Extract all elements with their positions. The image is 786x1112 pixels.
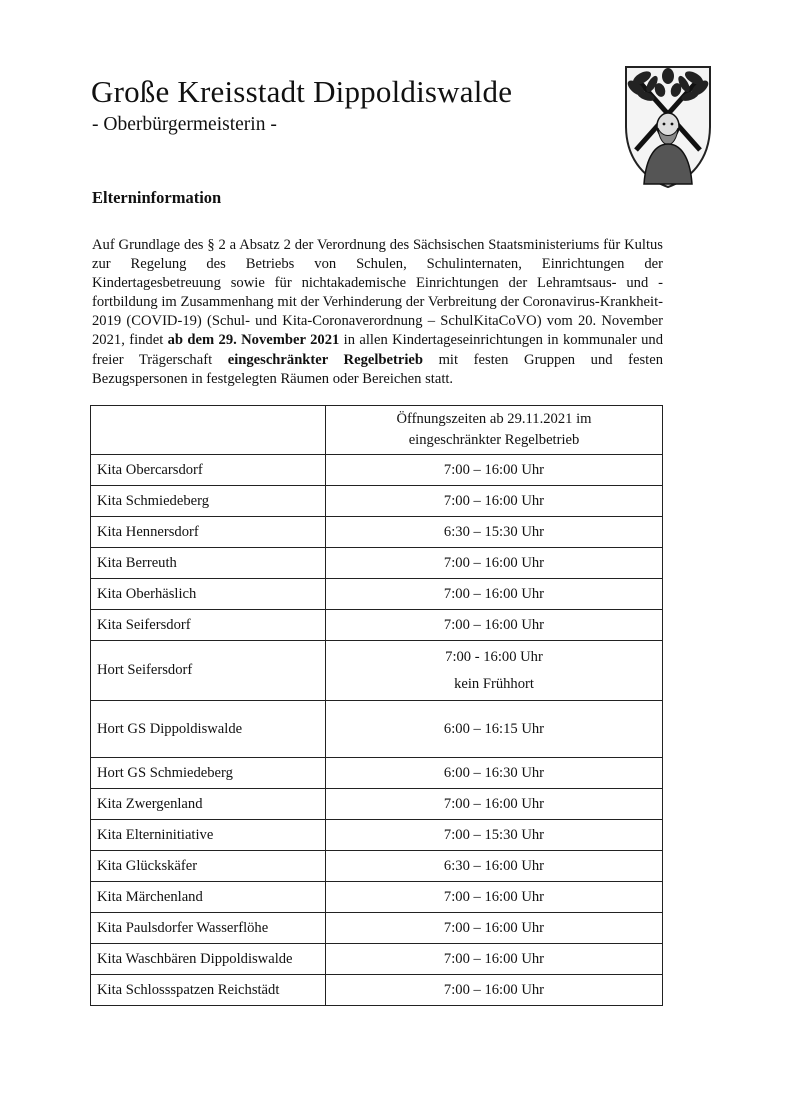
table-row xyxy=(91,789,663,820)
table-row xyxy=(91,820,663,851)
coat-of-arms-icon xyxy=(622,64,714,190)
intro-text-part2: in allen Kindertageseinrichtungen in kommunaler und freier Trägerschaft xyxy=(92,332,663,368)
facility-name: Kita Glückskäfer xyxy=(91,851,326,882)
facility-name: Kita Schlossspatzen Reichstädt xyxy=(91,975,326,1006)
table-row xyxy=(91,486,663,517)
table-row xyxy=(91,610,663,641)
page-title: Große Kreisstadt Dippoldiswalde xyxy=(91,74,513,109)
facility-name: Kita Paulsdorfer Wasserflöhe xyxy=(91,913,326,944)
opening-hours-time: 7:00 - 16:00 Uhr xyxy=(445,648,543,665)
table-row xyxy=(91,641,663,701)
opening-hours-table xyxy=(90,405,663,1006)
facility-name: Kita Schmiedeberg xyxy=(91,486,326,517)
table-row xyxy=(91,758,663,789)
facility-name: Kita Märchenland xyxy=(91,882,326,913)
table-row xyxy=(91,913,663,944)
opening-hours: 6:00 – 16:15 Uhr xyxy=(326,701,663,758)
table-row xyxy=(91,701,663,758)
facility-name: Hort GS Dippoldiswalde xyxy=(91,701,326,758)
table-header-row xyxy=(91,406,663,455)
facility-name: Kita Hennersdorf xyxy=(91,517,326,548)
header-time-cell xyxy=(326,406,663,455)
opening-hours: 7:00 – 16:00 Uhr xyxy=(326,789,663,820)
intro-bold-date: ab dem 29. November 2021 xyxy=(167,332,340,349)
table-row xyxy=(91,851,663,882)
opening-hours: 7:00 – 16:00 Uhr xyxy=(326,882,663,913)
facility-name: Hort GS Schmiedeberg xyxy=(91,758,326,789)
header-time-line1: Öffnungszeiten ab 29.11.2021 im xyxy=(396,411,592,427)
opening-hours xyxy=(326,641,663,701)
opening-hours: 7:00 – 16:00 Uhr xyxy=(326,579,663,610)
opening-hours: 7:00 – 16:00 Uhr xyxy=(326,913,663,944)
facility-name: Hort Seifersdorf xyxy=(91,641,326,701)
opening-hours: 6:30 – 15:30 Uhr xyxy=(326,517,663,548)
opening-hours: 7:00 – 16:00 Uhr xyxy=(326,975,663,1006)
table-row xyxy=(91,975,663,1006)
facility-name: Kita Oberhäslich xyxy=(91,579,326,610)
intro-bold-mode: eingeschränkter Regelbetrieb xyxy=(227,351,423,368)
table-row xyxy=(91,944,663,975)
opening-hours: 7:00 – 16:00 Uhr xyxy=(326,610,663,641)
intro-text-part3: mit festen Gruppen und festen Bezugspersonen in festgelegten Räumen oder Bereichen statt. xyxy=(92,351,664,387)
opening-hours: 6:00 – 16:30 Uhr xyxy=(326,758,663,789)
intro-paragraph xyxy=(92,236,663,389)
opening-hours: 7:00 – 15:30 Uhr xyxy=(326,820,663,851)
page-subtitle: - Oberbürgermeisterin - xyxy=(92,114,277,135)
facility-name: Kita Waschbären Dippoldiswalde xyxy=(91,944,326,975)
opening-hours: 7:00 – 16:00 Uhr xyxy=(326,486,663,517)
facility-name: Kita Zwergenland xyxy=(91,789,326,820)
header-name-cell xyxy=(91,406,326,455)
intro-text-part1: Auf Grundlage des § 2 a Absatz 2 der Verordnung des Sächsischen Staatsministeriums für Kultus zur Regelung des Betriebs von Schulen, Schulinternaten, Einrichtungen der Kindertagesbetreuung sowie für nichtakademische Einrichtungen der Lehramtsaus- und -fortbildung im Zusammenhang mit der Verhinderung der Verbreitung der Coronavirus-Krankheit-2019 (COVID-19) (Schul- und Kita-Coronaverordnung – SchulKitaCoVO) vom 20. November 2021, findet xyxy=(92,237,663,349)
table-row xyxy=(91,455,663,486)
facility-name: Kita Elterninitiative xyxy=(91,820,326,851)
header-time-line2: eingeschränkter Regelbetrieb xyxy=(408,432,580,448)
facility-name: Kita Seifersdorf xyxy=(91,610,326,641)
facility-name: Kita Obercarsdorf xyxy=(91,455,326,486)
section-title: Elterninformation xyxy=(92,188,222,207)
table-row xyxy=(91,517,663,548)
opening-hours: 7:00 – 16:00 Uhr xyxy=(326,455,663,486)
opening-hours: 7:00 – 16:00 Uhr xyxy=(326,548,663,579)
table-row xyxy=(91,579,663,610)
opening-hours-note: kein Frühhort xyxy=(454,675,534,692)
facility-name: Kita Berreuth xyxy=(91,548,326,579)
table-row xyxy=(91,882,663,913)
opening-hours: 6:30 – 16:00 Uhr xyxy=(326,851,663,882)
table-row xyxy=(91,548,663,579)
opening-hours: 7:00 – 16:00 Uhr xyxy=(326,944,663,975)
